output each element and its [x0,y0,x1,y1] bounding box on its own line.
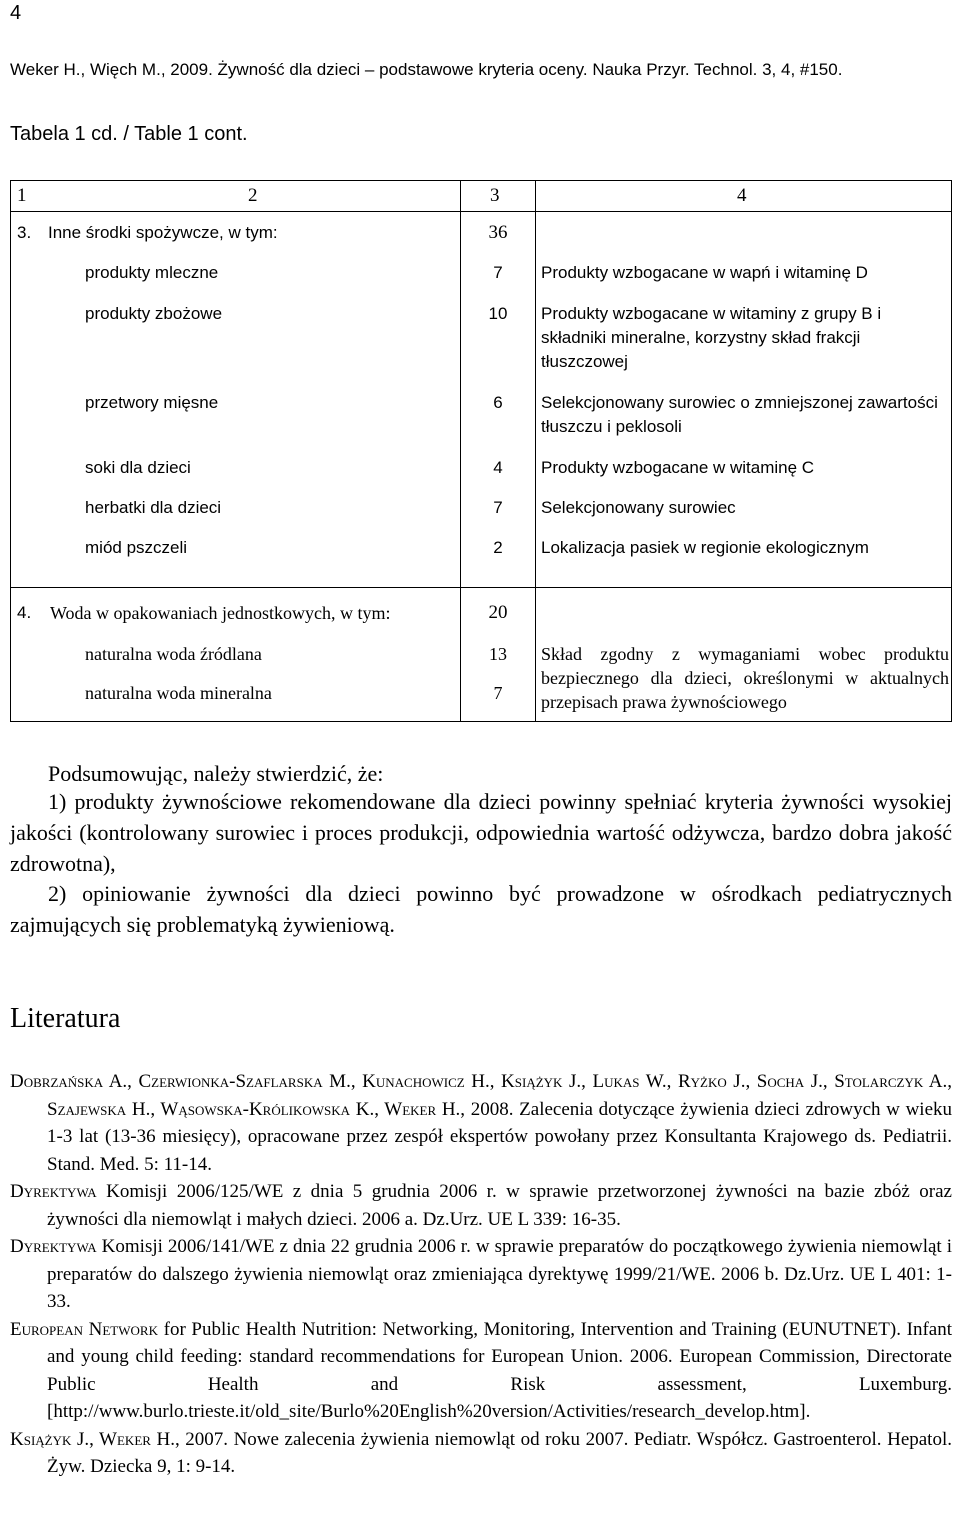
section-4-title: Woda w opakowaniach jednostkowych, w tym: [50,603,391,623]
reference-authors: Dobrzańska A., Czerwionka-Szaflarska M., Kunachowicz H., Książyk J., Lukas W., Ryżko J., Socha J., Stolarczyk A., Szajewska H., Wąsowska-Królikowska K., Weker H., [10,1071,952,1120]
row-count: 6 [493,393,503,412]
section-3-total: 36 [488,222,508,243]
reference-details: 2008. Zalecenia dotyczące żywienia dzieci zdrowych w wieku 1-3 lat (13-36 miesięcy), opracowane przez zespół ekspertów powołany przez Konsultanta Krajowego ds. Pediatrii. Stand. Med. 5: 11-14. [47,1098,953,1175]
row-description: Produkty wzbogacane w wapń i witaminę D [541,263,868,282]
row-name: herbatki dla dzieci [85,498,222,517]
section-3-number: 3. [17,223,32,242]
header-divider [10,211,952,212]
literature-heading: Literatura [10,1003,121,1034]
column-header-4: 4 [737,185,747,206]
row-count: 2 [493,538,503,557]
row-description: Produkty wzbogacane w witaminę C [541,458,815,477]
row-count: 7 [493,683,503,703]
row-count: 7 [493,498,503,517]
reference-item [10,1178,952,1233]
row-description: Lokalizacja pasiek w regionie ekologicznym [541,538,869,557]
reference-item [10,1426,952,1481]
summary-point-1: 1) produkty żywnościowe rekomendowane dla dzieci powinny spełniać kryteria żywności wysokiej jakości (kontrolowany surowiec i proces produkcji, odpowiednia wartość odżywcza, bardzo dobra jakość zdrowotna), [10,789,952,876]
column-header-2: 2 [248,185,258,206]
row-name: miód pszczeli [85,538,188,557]
reference-authors: European Network [10,1318,158,1340]
row-name: produkty zbożowe [85,304,223,323]
row-name: naturalna woda źródlana [85,644,262,664]
row-count: 10 [488,304,508,323]
reference-details: 2007. Nowe zalecenia żywienia niemowląt od roku 2007. Pediatr. Współcz. Gastroenterol. Hepatol. Żyw. Dziecka 9, 1: 9-14. [47,1428,952,1477]
column-header-3: 3 [490,185,500,206]
row-name: naturalna woda mineralna [85,683,272,703]
section-4-total: 20 [488,602,508,623]
reference-list [10,1068,952,1481]
reference-authors: Dyrektywa [10,1181,97,1202]
summary-intro: Podsumowując, należy stwierdzić, że: [48,761,384,786]
column-header-1: 1 [17,185,27,206]
row-count: 4 [493,458,503,477]
reference-details: Komisji 2006/125/WE z dnia 5 grudnia 2006 r. w sprawie przetworzonej żywności na bazie zbóż oraz żywności dla niemowląt i małych dzieci. 2006 a. Dz.Urz. UE L 339: 16-35. [47,1181,952,1230]
reference-authors: Książyk J., Weker H., [10,1428,180,1450]
reference-item [10,1068,952,1178]
reference-details: Komisji 2006/141/WE z dnia 22 grudnia 2006 r. w sprawie preparatów do początkowego żywienia niemowląt i preparatów do dalszego żywienia niemowląt oraz zmieniająca dyrektywę 1999/21/WE. 2006 b. Dz.Urz. UE L 401: 1-33. [47,1236,952,1312]
table-caption: Tabela 1 cd. / Table 1 cont. [10,123,248,145]
row-count: 7 [493,263,503,282]
row-count: 13 [489,644,507,664]
reference-details: for Public Health Nutrition: Networking, Monitoring, Intervention and Training (EUNUTNET). Infant and young child feeding: standard recommendations for European Union. 2006. European Commission, Directorate Public Health and Risk assessment, Luxemburg. [http://www.burlo.trieste.it/old_site/Burlo%20English%20version/Activities/research_develop.htm]. [47,1318,952,1422]
reference-item [10,1233,952,1316]
page-number: 4 [10,2,22,24]
row-name: soki dla dzieci [85,458,191,477]
section-3-title: Inne środki spożywcze, w tym: [48,223,278,242]
summary-point-2: 2) opiniowanie żywności dla dzieci powinno być prowadzone w ośrodkach pediatrycznych zajmujących się problematyką żywieniową. [10,881,952,937]
reference-authors: Dyrektywa [10,1236,97,1257]
row-description: Selekcjonowany surowiec [541,498,736,517]
section-divider [10,587,952,588]
row-name: produkty mleczne [85,263,219,282]
row-name: przetwory mięsne [85,393,219,412]
row-description: Produkty wzbogacane w witaminy z grupy B i składniki mineralne, korzystny skład frakcji tłuszczowej [541,304,882,371]
section-4-description: Skład zgodny z wymaganiami wobec produktu bezpiecznego dla dzieci, określonymi w aktualnych przepisach prawa żywnościowego [541,644,949,712]
row-description: Selekcjonowany surowiec o zmniejszonej zawartości tłuszczu i peklosoli [541,393,938,436]
reference-item [10,1316,952,1426]
article-citation: Weker H., Więch M., 2009. Żywność dla dzieci – podstawowe kryteria oceny. Nauka Przyr. Technol. 3, 4, #150. [10,60,843,79]
section-4-number: 4. [17,603,32,622]
